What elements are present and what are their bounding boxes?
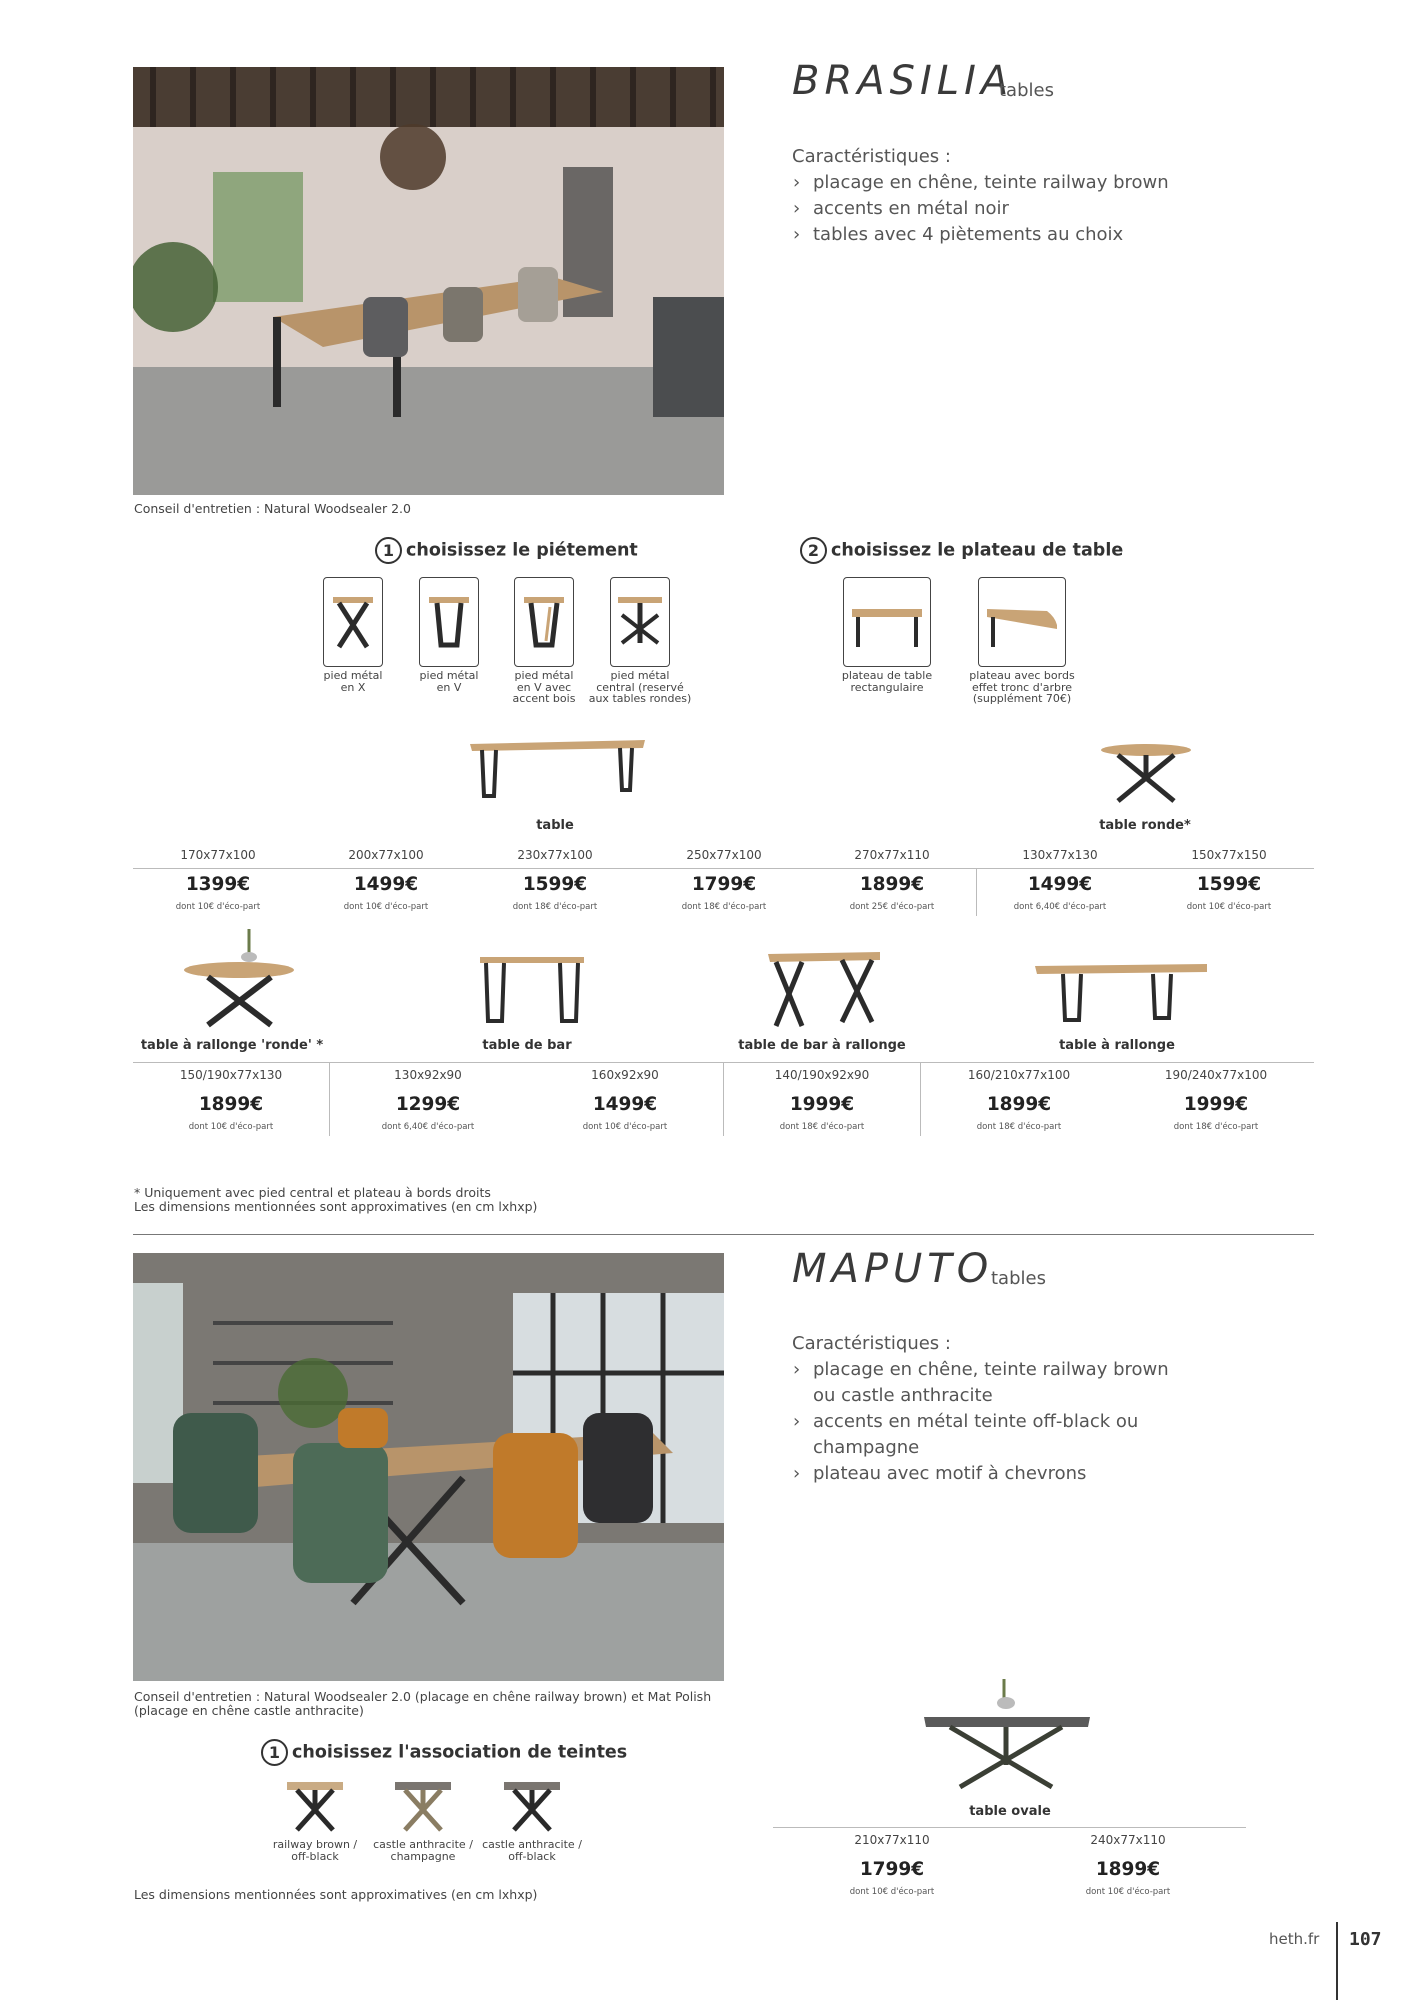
price-cell bbox=[640, 848, 808, 912]
eco-part: dont 10€ d'éco-part bbox=[175, 902, 261, 912]
top-option-label: plateau avec bords effet tronc d'arbre (supplément 70€) bbox=[969, 669, 1075, 705]
leg-option-central[interactable] bbox=[580, 577, 700, 705]
combo-label: castle anthracite / champagne bbox=[373, 1838, 473, 1863]
step-label: choisissez le plateau de table bbox=[831, 540, 1124, 561]
eco-part: dont 10€ d'éco-part bbox=[582, 1122, 668, 1132]
brasilia-step-legs bbox=[375, 537, 638, 564]
price-row-rule bbox=[773, 1827, 1246, 1828]
eco-part: dont 10€ d'éco-part bbox=[188, 1122, 274, 1132]
leg-option-label: pied métal central (reservé aux tables rondes) bbox=[588, 669, 692, 705]
leg-option-label: pied métal en X bbox=[323, 669, 383, 694]
dimensions: 130x77x130 bbox=[1022, 848, 1098, 862]
extendable-bar-table-image bbox=[768, 950, 883, 1034]
table-label: table bbox=[536, 818, 574, 833]
brasilia-room-photo bbox=[133, 67, 724, 495]
dimensions: 170x77x100 bbox=[180, 848, 256, 862]
eco-part: dont 10€ d'éco-part bbox=[849, 1887, 935, 1897]
dimensions: 150/190x77x130 bbox=[179, 1068, 283, 1082]
eco-part: dont 18€ d'éco-part bbox=[681, 902, 767, 912]
extendable-table-image bbox=[1035, 962, 1210, 1028]
feature-item: › plateau avec motif à chevrons bbox=[792, 1461, 1172, 1487]
brasilia-footnote bbox=[134, 1186, 537, 1214]
page-number: 107 bbox=[1349, 1929, 1382, 1950]
maputo-step-colors bbox=[261, 1739, 627, 1766]
price-cell bbox=[527, 1068, 723, 1132]
round-extendable-table-image bbox=[183, 925, 295, 1034]
oval-table-image bbox=[922, 1675, 1092, 1794]
price-cell bbox=[1145, 848, 1313, 912]
color-combo-railway-offblack[interactable] bbox=[260, 1780, 370, 1862]
dimensions: 240x77x110 bbox=[1090, 1833, 1166, 1847]
footnote-line: * Uniquement avec pied central et plateau à bords droits bbox=[134, 1185, 491, 1200]
dimensions: 230x77x100 bbox=[517, 848, 593, 862]
eco-part: dont 18€ d'éco-part bbox=[779, 1122, 865, 1132]
price-cell bbox=[1118, 1068, 1314, 1132]
maputo-features bbox=[792, 1331, 1172, 1487]
eco-part: dont 10€ d'éco-part bbox=[1085, 1887, 1171, 1897]
footer-divider bbox=[1336, 1922, 1338, 2000]
x-leg-icon bbox=[323, 577, 383, 667]
eco-part: dont 10€ d'éco-part bbox=[1186, 902, 1272, 912]
price: 1899€ bbox=[198, 1094, 264, 1115]
dimensions: 130x92x90 bbox=[394, 1068, 462, 1082]
combo-swatch-icon bbox=[287, 1780, 343, 1832]
table-image bbox=[470, 738, 645, 812]
price: 1399€ bbox=[185, 874, 251, 895]
price-cell bbox=[330, 1068, 526, 1132]
dimensions: 250x77x100 bbox=[686, 848, 762, 862]
section-divider bbox=[133, 1234, 1314, 1235]
step-label: choisissez le piétement bbox=[406, 540, 638, 561]
step-number: 1 bbox=[375, 537, 402, 564]
price: 1599€ bbox=[1196, 874, 1262, 895]
brasilia-subtitle: tables bbox=[999, 80, 1054, 101]
leg-option-x[interactable] bbox=[313, 577, 393, 693]
price-cell bbox=[724, 1068, 920, 1132]
round-table-label: table ronde* bbox=[1099, 818, 1191, 833]
maputo-title: MAPUTO bbox=[792, 1246, 994, 1292]
central-leg-icon bbox=[610, 577, 670, 667]
maputo-care-caption: Conseil d'entretien : Natural Woodsealer 2.0 (placage en chêne railway brown) et Mat Polish (placage en chêne castle anthracite) bbox=[134, 1689, 712, 1718]
dimensions: 270x77x110 bbox=[854, 848, 930, 862]
price-cell bbox=[134, 848, 302, 912]
v-leg-wood-icon bbox=[514, 577, 574, 667]
bar-table-label: table de bar bbox=[482, 1038, 572, 1053]
eco-part: dont 18€ d'éco-part bbox=[1173, 1122, 1259, 1132]
eco-part: dont 6,40€ d'éco-part bbox=[381, 1122, 475, 1132]
price-cell bbox=[1010, 1833, 1246, 1897]
round-table-image bbox=[1100, 743, 1192, 809]
price: 1599€ bbox=[522, 874, 588, 895]
feature-item: › accents en métal noir bbox=[792, 196, 1169, 222]
top-option-tree-edge[interactable] bbox=[957, 577, 1087, 705]
top-option-rect[interactable] bbox=[827, 577, 947, 693]
eco-part: dont 18€ d'éco-part bbox=[976, 1122, 1062, 1132]
leg-option-v-wood[interactable] bbox=[504, 577, 584, 705]
price: 1899€ bbox=[859, 874, 925, 895]
dimensions: 210x77x110 bbox=[854, 1833, 930, 1847]
price: 1499€ bbox=[1027, 874, 1093, 895]
combo-label: railway brown / off-black bbox=[272, 1838, 358, 1863]
eco-part: dont 10€ d'éco-part bbox=[343, 902, 429, 912]
dimensions: 160x92x90 bbox=[591, 1068, 659, 1082]
price-cell bbox=[808, 848, 976, 912]
price: 1499€ bbox=[353, 874, 419, 895]
features-title: Caractéristiques : bbox=[792, 1333, 951, 1354]
brasilia-care-caption: Conseil d'entretien : Natural Woodsealer 2.0 bbox=[134, 501, 411, 516]
step-label: choisissez l'association de teintes bbox=[292, 1742, 628, 1763]
price-cell bbox=[976, 848, 1144, 912]
extendable-table-label: table à rallonge bbox=[1059, 1038, 1175, 1053]
feature-item: › placage en chêne, teinte railway brown ou castle anthracite bbox=[792, 1357, 1172, 1409]
bar-table-image bbox=[480, 955, 585, 1029]
maputo-subtitle: tables bbox=[991, 1268, 1046, 1289]
price: 1299€ bbox=[395, 1094, 461, 1115]
dimensions: 200x77x100 bbox=[348, 848, 424, 862]
brasilia-title: BRASILIA bbox=[792, 58, 1014, 104]
v-leg-icon bbox=[419, 577, 479, 667]
tree-edge-top-icon bbox=[978, 577, 1066, 667]
dimensions: 160/210x77x100 bbox=[967, 1068, 1071, 1082]
leg-option-v[interactable] bbox=[409, 577, 489, 693]
feature-item: › tables avec 4 piètements au choix bbox=[792, 222, 1169, 248]
dimensions: 150x77x150 bbox=[1191, 848, 1267, 862]
price-cell bbox=[471, 848, 639, 912]
dimensions: 140/190x92x90 bbox=[774, 1068, 870, 1082]
footer-site-link[interactable]: heth.fr bbox=[1269, 1930, 1320, 1948]
leg-option-label: pied métal en V bbox=[419, 669, 479, 694]
eco-part: dont 18€ d'éco-part bbox=[512, 902, 598, 912]
round-extendable-table-label: table à rallonge 'ronde' * bbox=[140, 1038, 324, 1053]
price: 1999€ bbox=[1183, 1094, 1249, 1115]
maputo-room-photo bbox=[133, 1253, 724, 1681]
features-title: Caractéristiques : bbox=[792, 146, 951, 167]
rect-top-icon bbox=[843, 577, 931, 667]
price: 1899€ bbox=[986, 1094, 1052, 1115]
eco-part: dont 25€ d'éco-part bbox=[849, 902, 935, 912]
feature-item: › accents en métal teinte off-black ou champagne bbox=[792, 1409, 1172, 1461]
brasilia-step-top bbox=[800, 537, 1123, 564]
price: 1899€ bbox=[1095, 1859, 1161, 1880]
footnote-line: Les dimensions mentionnées sont approximatives (en cm lxhxp) bbox=[134, 1199, 538, 1214]
top-option-label: plateau de table rectangulaire bbox=[841, 669, 933, 694]
dimensions: 190/240x77x100 bbox=[1164, 1068, 1268, 1082]
price: 1799€ bbox=[859, 1859, 925, 1880]
combo-swatch-icon bbox=[504, 1780, 560, 1832]
brasilia-features bbox=[792, 144, 1169, 248]
price-cell bbox=[774, 1833, 1010, 1897]
feature-item: › placage en chêne, teinte railway brown bbox=[792, 170, 1169, 196]
color-combo-anthracite-offblack[interactable] bbox=[476, 1780, 588, 1862]
maputo-footnote: Les dimensions mentionnées sont approximatives (en cm lxhxp) bbox=[134, 1887, 538, 1902]
price-cell bbox=[921, 1068, 1117, 1132]
eco-part: dont 6,40€ d'éco-part bbox=[1013, 902, 1107, 912]
leg-option-label: pied métal en V avec accent bois bbox=[512, 669, 576, 705]
oval-table-label: table ovale bbox=[969, 1804, 1051, 1819]
price: 1999€ bbox=[789, 1094, 855, 1115]
price-cell bbox=[133, 1068, 329, 1132]
step-number: 1 bbox=[261, 1739, 288, 1766]
price: 1499€ bbox=[592, 1094, 658, 1115]
color-combo-anthracite-champagne[interactable] bbox=[368, 1780, 478, 1862]
price-cell bbox=[302, 848, 470, 912]
step-number: 2 bbox=[800, 537, 827, 564]
combo-label: castle anthracite / off-black bbox=[482, 1838, 582, 1863]
combo-swatch-icon bbox=[395, 1780, 451, 1832]
extendable-bar-table-label: table de bar à rallonge bbox=[738, 1038, 906, 1053]
price: 1799€ bbox=[691, 874, 757, 895]
